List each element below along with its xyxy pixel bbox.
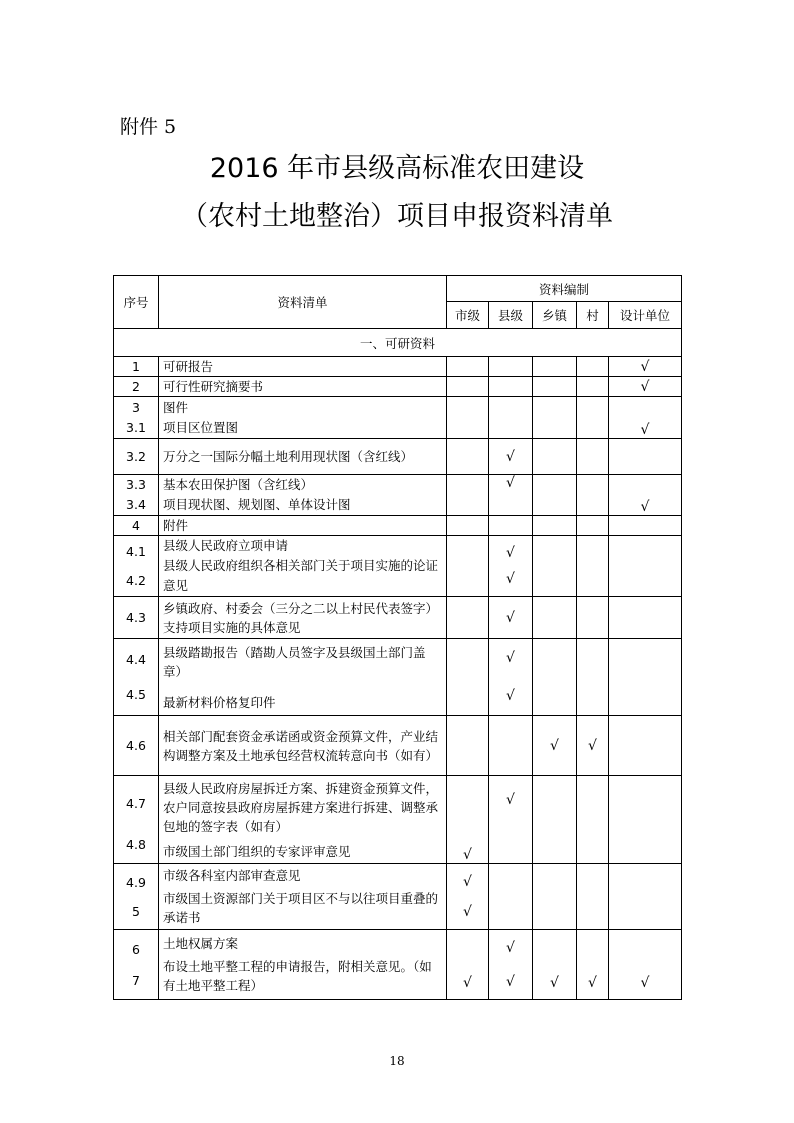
row-item: 县级人民政府房屋拆迁方案、拆建资金预算文件，农户同意按县政府房屋拆建方案进行拆建、调整承包地的签字表（如有） [163, 780, 439, 834]
table-row [114, 377, 682, 397]
row-number: 4.1 [126, 543, 146, 559]
row-number: 4.9 [126, 874, 146, 890]
row-number: 5 [132, 903, 140, 919]
row-item: 市级国土部门组织的专家评审意见 [163, 843, 351, 859]
row-number: 3.4 [126, 497, 146, 512]
row-item: 布设土地平整工程的申请报告，附相关意见。（如有土地平整工程） [163, 959, 432, 993]
header-county: 县级 [489, 302, 533, 329]
table-row [114, 357, 682, 377]
header-seq: 序号 [114, 276, 159, 329]
row-number: 4.3 [114, 597, 159, 639]
attachment-label: 附件 5 [120, 116, 177, 138]
materials-table [113, 275, 682, 1000]
check-mark: √ [577, 930, 609, 1000]
row-item: 项目区位置图 [163, 419, 239, 435]
row-item: 市级各科室内部审查意见 [163, 868, 301, 883]
check-mark: √ [463, 903, 472, 920]
row-number: 2 [114, 377, 159, 397]
check-mark: √ [609, 475, 682, 516]
table-row [114, 516, 682, 536]
row-number: 4.2 [126, 572, 146, 588]
table-row [114, 930, 682, 1000]
check-mark: √ [609, 377, 682, 397]
row-item: 附件 [159, 516, 447, 536]
check-mark: √ [447, 776, 489, 864]
check-mark: √ [609, 930, 682, 1000]
row-number: 3 [132, 399, 140, 415]
check-mark: √ [506, 650, 515, 666]
check-mark: √ [506, 545, 515, 561]
row-item: 县级人民政府立项申请 [163, 538, 289, 553]
row-item: 最新材料价格复印件 [163, 694, 276, 710]
row-item: 县级人民政府组织各相关部门关于项目实施的论证意见 [163, 558, 439, 593]
row-item: 可行性研究摘要书 [159, 377, 447, 397]
row-number: 4.5 [126, 687, 146, 702]
table-row [114, 864, 682, 930]
row-number: 6 [132, 941, 140, 957]
table-row [114, 597, 682, 639]
row-item: 土地权属方案 [163, 936, 239, 951]
check-mark: √ [489, 439, 533, 475]
check-mark: √ [533, 716, 577, 776]
row-number: 7 [132, 972, 140, 988]
check-mark: √ [506, 571, 515, 587]
check-mark: √ [506, 688, 515, 704]
row-item: 基本农田保护图（含红线） [163, 477, 314, 492]
row-item: 相关部门配套资金承诺函或资金预算文件，产业结构调整方案及土地承包经营权流转意向书（如有） [159, 716, 447, 776]
check-mark: √ [489, 475, 533, 516]
row-number: 1 [114, 357, 159, 377]
document-title-line2: （农村土地整治）项目申报资料清单 [181, 201, 613, 232]
row-number: 4 [114, 516, 159, 536]
row-number: 4.8 [126, 836, 146, 852]
header-village: 村 [577, 302, 609, 329]
check-mark: √ [489, 597, 533, 639]
row-item: 乡镇政府、村委会（三分之二以上村民代表签字）支持项目实施的具体意见 [159, 597, 447, 639]
row-number: 4.7 [126, 795, 146, 811]
page-number: 18 [389, 1054, 405, 1068]
header-city: 市级 [447, 302, 489, 329]
check-mark: √ [533, 930, 577, 1000]
table-row [114, 776, 682, 864]
section-heading: 一、可研资料 [114, 329, 682, 357]
check-mark: √ [489, 776, 533, 864]
table-row [114, 439, 682, 475]
check-mark: √ [463, 873, 472, 890]
table-row [114, 475, 682, 516]
header-group: 资料编制 [447, 276, 682, 302]
check-mark: √ [577, 716, 609, 776]
header-designer: 设计单位 [609, 302, 682, 329]
table-row [114, 536, 682, 597]
row-number: 3.1 [126, 419, 146, 435]
row-item: 市级国土资源部门关于项目区不与以往项目重叠的承诺书 [163, 891, 439, 925]
row-number: 3.2 [114, 439, 159, 475]
header-list: 资料清单 [159, 276, 447, 329]
table-row [114, 639, 682, 716]
check-mark: √ [609, 357, 682, 377]
check-mark: √ [447, 930, 489, 1000]
row-number: 4.6 [114, 716, 159, 776]
row-item: 县级踏勘报告（踏勘人员签字及县级国土部门盖章） [163, 644, 426, 679]
table-row [114, 716, 682, 776]
row-item: 可研报告 [159, 357, 447, 377]
check-mark: √ [609, 397, 682, 439]
row-number: 4.4 [126, 652, 146, 667]
document-title-line1: 2016 年市县级高标准农田建设 [209, 153, 585, 184]
check-mark: √ [506, 973, 515, 990]
check-mark: √ [506, 939, 515, 956]
table-row [114, 397, 682, 439]
row-item: 项目现状图、规划图、单体设计图 [163, 497, 351, 512]
row-number: 3.3 [126, 477, 146, 492]
header-town: 乡镇 [533, 302, 577, 329]
row-item: 万分之一国际分幅土地利用现状图（含红线） [159, 439, 447, 475]
row-item: 图件 [163, 399, 189, 415]
